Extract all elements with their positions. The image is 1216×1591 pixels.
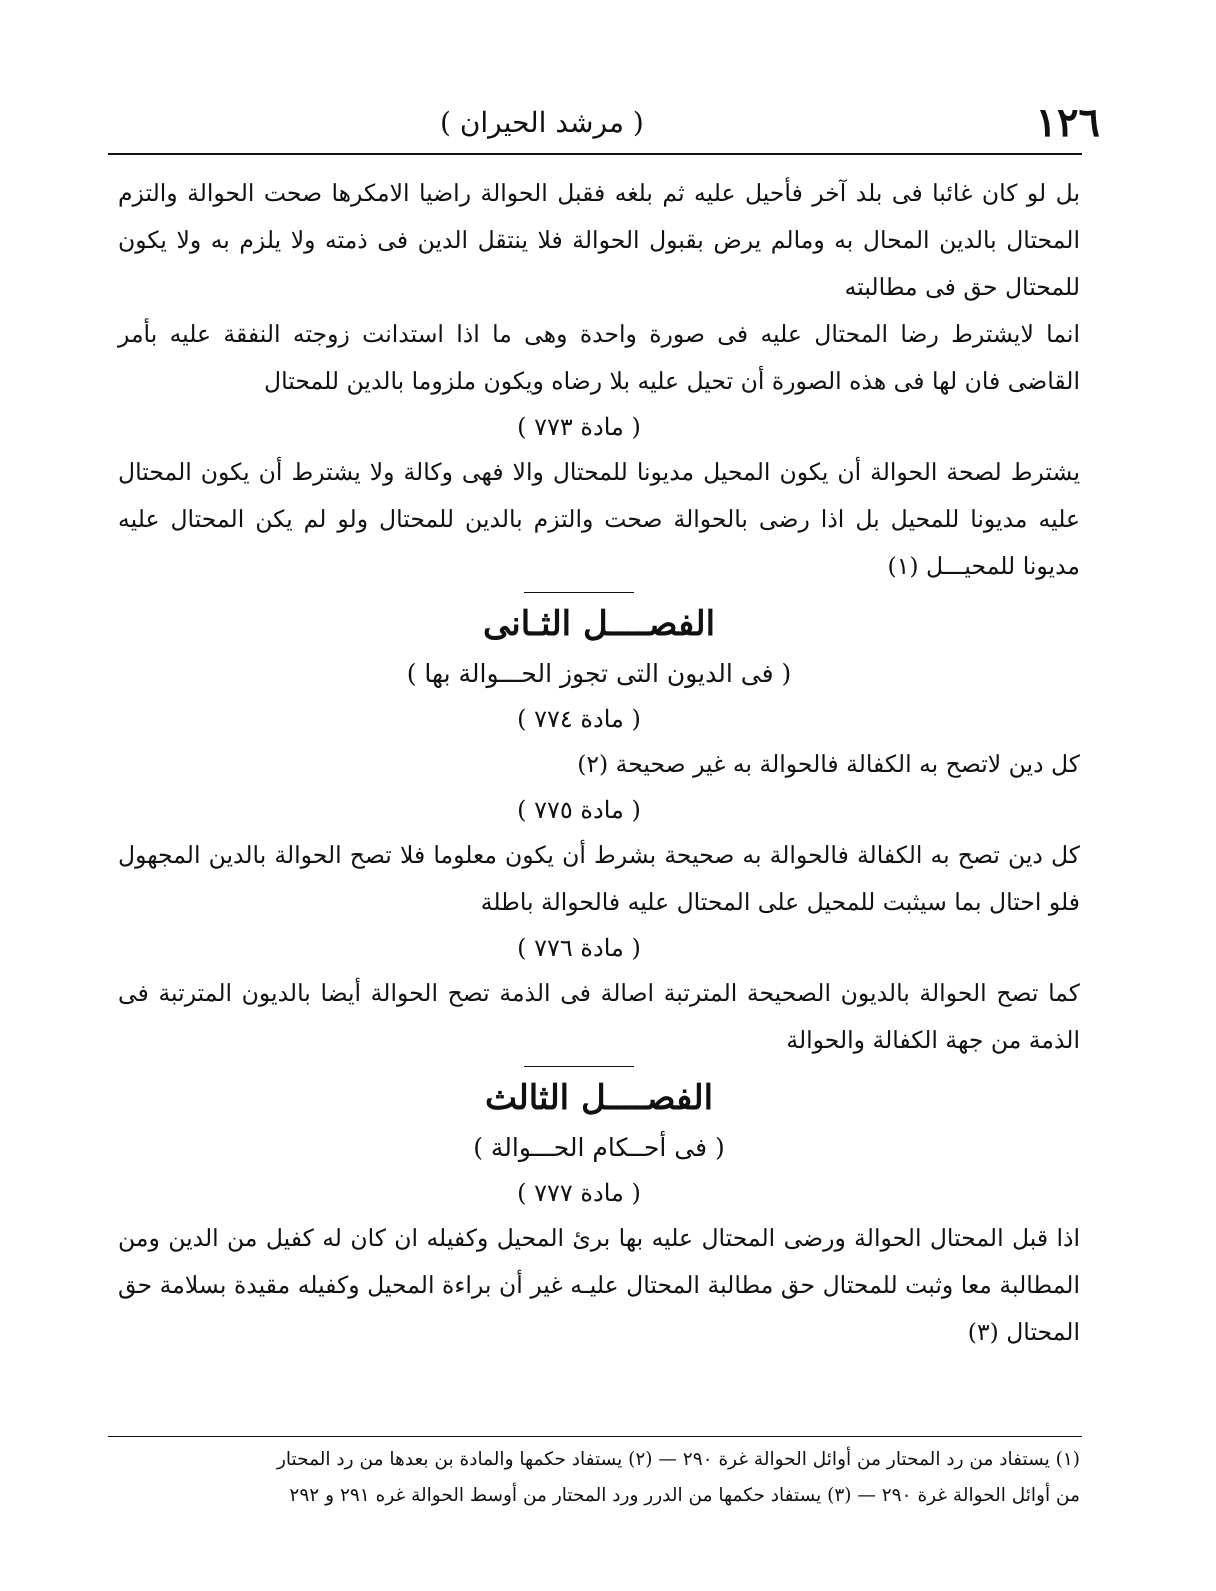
- chapter-3-title: الفصــــل الثالث: [484, 1078, 714, 1118]
- chapter-2-subtitle: ( فى الديون التى تجوز الحـــوالة بها ): [406, 659, 792, 688]
- footnote-rule: [108, 1436, 1082, 1437]
- paragraph-1: بل لو كان غائبا فى بلد آخر فأحيل عليه ثم بلغه فقبل الحوالة راضيا الامكرها صحت الحوالة والتزم المحتال بالدين المحال به ومالم يرض بقبول الحوالة فلا ينتقل الدين فى ذمته ولا يلزم به ولا يكون للمحتال حق فى مطالبته: [118, 179, 1080, 301]
- page-header: [110, 92, 1100, 152]
- header-rule: [108, 153, 1082, 155]
- article-774-text: كل دين لاتصح به الكفالة فالحوالة به غير صحيحة (٢): [577, 750, 1080, 778]
- running-title: ( مرشد الحيران ): [440, 105, 644, 139]
- article-777-heading: ( مادة ٧٧٧ ): [517, 1179, 641, 1207]
- article-777-text: اذا قبل المحتال الحوالة ورضى المحتال عليه بها برئ المحيل وكفيله ان كان له كفيل من الدين ومن المطالبة معا وثبت للمحتال حق مطالبة المحتال عليـه غير أن براءة المحيل وكفيله مقيدة بسلامة حق المحتال (٣): [118, 1224, 1080, 1346]
- page-number: ١٢٦: [1035, 98, 1100, 146]
- article-774-heading: ( مادة ٧٧٤ ): [517, 705, 641, 733]
- article-776-text: كما تصح الحوالة بالديون الصحيحة المترتبة اصالة فى الذمة تصح الحوالة أيضا بالديون المترتبة فى الذمة من جهة الكفالة والحوالة: [118, 979, 1080, 1054]
- chapter-3-subtitle: ( فى أحــكام الحـــوالة ): [473, 1133, 725, 1162]
- article-773-text: يشترط لصحة الحوالة أن يكون المحيل مديونا للمحتال والا فهى وكالة ولا يشترط أن يكون المحتال عليه مديونا للمحيل بل اذا رضى بالحوالة صحت والتزم بالدين للمحتال ولو لم يكن المحتال عليه مديونا للمحيـــل (١): [118, 458, 1080, 580]
- article-776-heading: ( مادة ٧٧٦ ): [517, 934, 641, 962]
- chapter-2-title: الفصــــل الثـانى: [482, 604, 716, 644]
- section-divider: [524, 592, 634, 593]
- footnote-line-2: من أوائل الحوالة غرة ٢٩٠ — (٣) يستفاد حكمها من الدرر ورد المحتار من أوسط الحوالة غره ٢٩١ و ٢٩٢: [289, 1485, 1080, 1506]
- article-773-heading: ( مادة ٧٧٣ ): [517, 413, 641, 441]
- section-divider: [524, 1066, 634, 1067]
- main-text: [118, 170, 1080, 1356]
- footnotes: [118, 1442, 1080, 1514]
- article-775-text: كل دين تصح به الكفالة فالحوالة به صحيحة بشرط أن يكون معلوما فلا تصح الحوالة بالدين المجهول فلو احتال بما سيثبت للمحيل على المحتال عليه فالحوالة باطلة: [118, 841, 1080, 916]
- footnote-line-1: (١) يستفاد من رد المحتار من أوائل الحوالة غرة ٢٩٠ — (٢) يستفاد حكمها والمادة بن بعدها من رد المحتار: [276, 1449, 1080, 1470]
- article-775-heading: ( مادة ٧٧٥ ): [517, 796, 641, 824]
- paragraph-2: انما لايشترط رضا المحتال عليه فى صورة واحدة وهى ما اذا استدانت زوجته النفقة عليه بأمر القاضى فان لها فى هذه الصورة أن تحيل عليه بلا رضاه ويكون ملزوما بالدين للمحتال: [118, 320, 1080, 395]
